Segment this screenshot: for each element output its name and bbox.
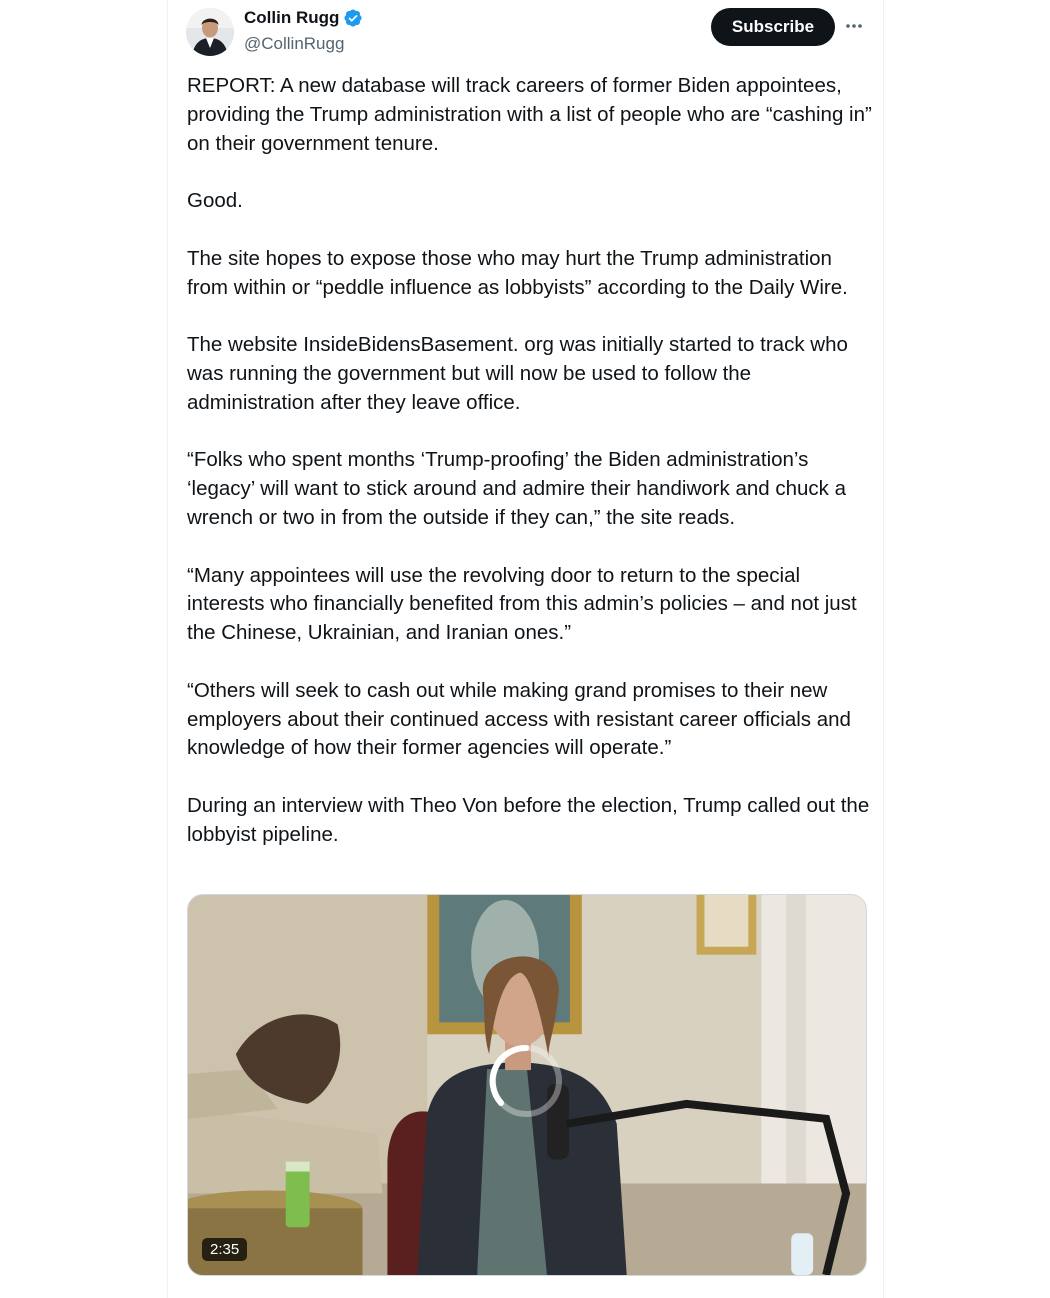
tweet-header [168,0,883,70]
more-horizontal-icon[interactable] [842,14,866,38]
loading-spinner-icon [488,1043,564,1119]
tweet-paragraph: The website InsideBidensBasement. org was initially started to track who was running the government but will now be used to follow the administration after they leave office. [187,333,854,414]
author-handle[interactable]: @CollinRugg [244,34,345,53]
tweet-paragraph: Good. [187,189,243,213]
tweet-paragraph: “Folks who spent months ‘Trump-proofing’ the Biden administration’s ‘legacy’ will want to stick around and admire their handiwork and chuck a wrench or two in from the outside if they can,” the site reads. [187,448,852,529]
author-name-row [244,8,363,28]
tweet-paragraph: During an interview with Theo Von before the election, Trump called out the lobbyist pipeline. [187,793,875,846]
tweet-text [187,72,877,878]
tweet-paragraph: REPORT: A new database will track careers of former Biden appointees, providing the Trump administration with a list of people who are “cashing in” on their government tenure. [187,74,878,155]
author-display-name[interactable]: Collin Rugg [244,8,340,27]
tweet-card [167,0,884,1298]
verified-badge-icon [343,8,363,28]
tweet-paragraph: “Many appointees will use the revolving door to return to the special interests who financially benefited from this admin’s policies – and not just the Chinese, Ukrainian, and Iranian ones.” [187,563,863,645]
tweet-paragraph: “Others will seek to cash out while making grand promises to their new employers about their continued access with resistant career officials and knowledge of how their former agencies will operate.” [187,678,857,760]
subscribe-button[interactable]: Subscribe [711,8,835,46]
tweet-paragraph: The site hopes to expose those who may hurt the Trump administration from within or “peddle influence as lobbyists” according to the Daily Wire. [187,246,848,299]
avatar[interactable] [186,8,234,56]
avatar-image [186,8,234,56]
video-duration-badge: 2:35 [202,1238,247,1261]
video-player[interactable] [187,894,867,1276]
